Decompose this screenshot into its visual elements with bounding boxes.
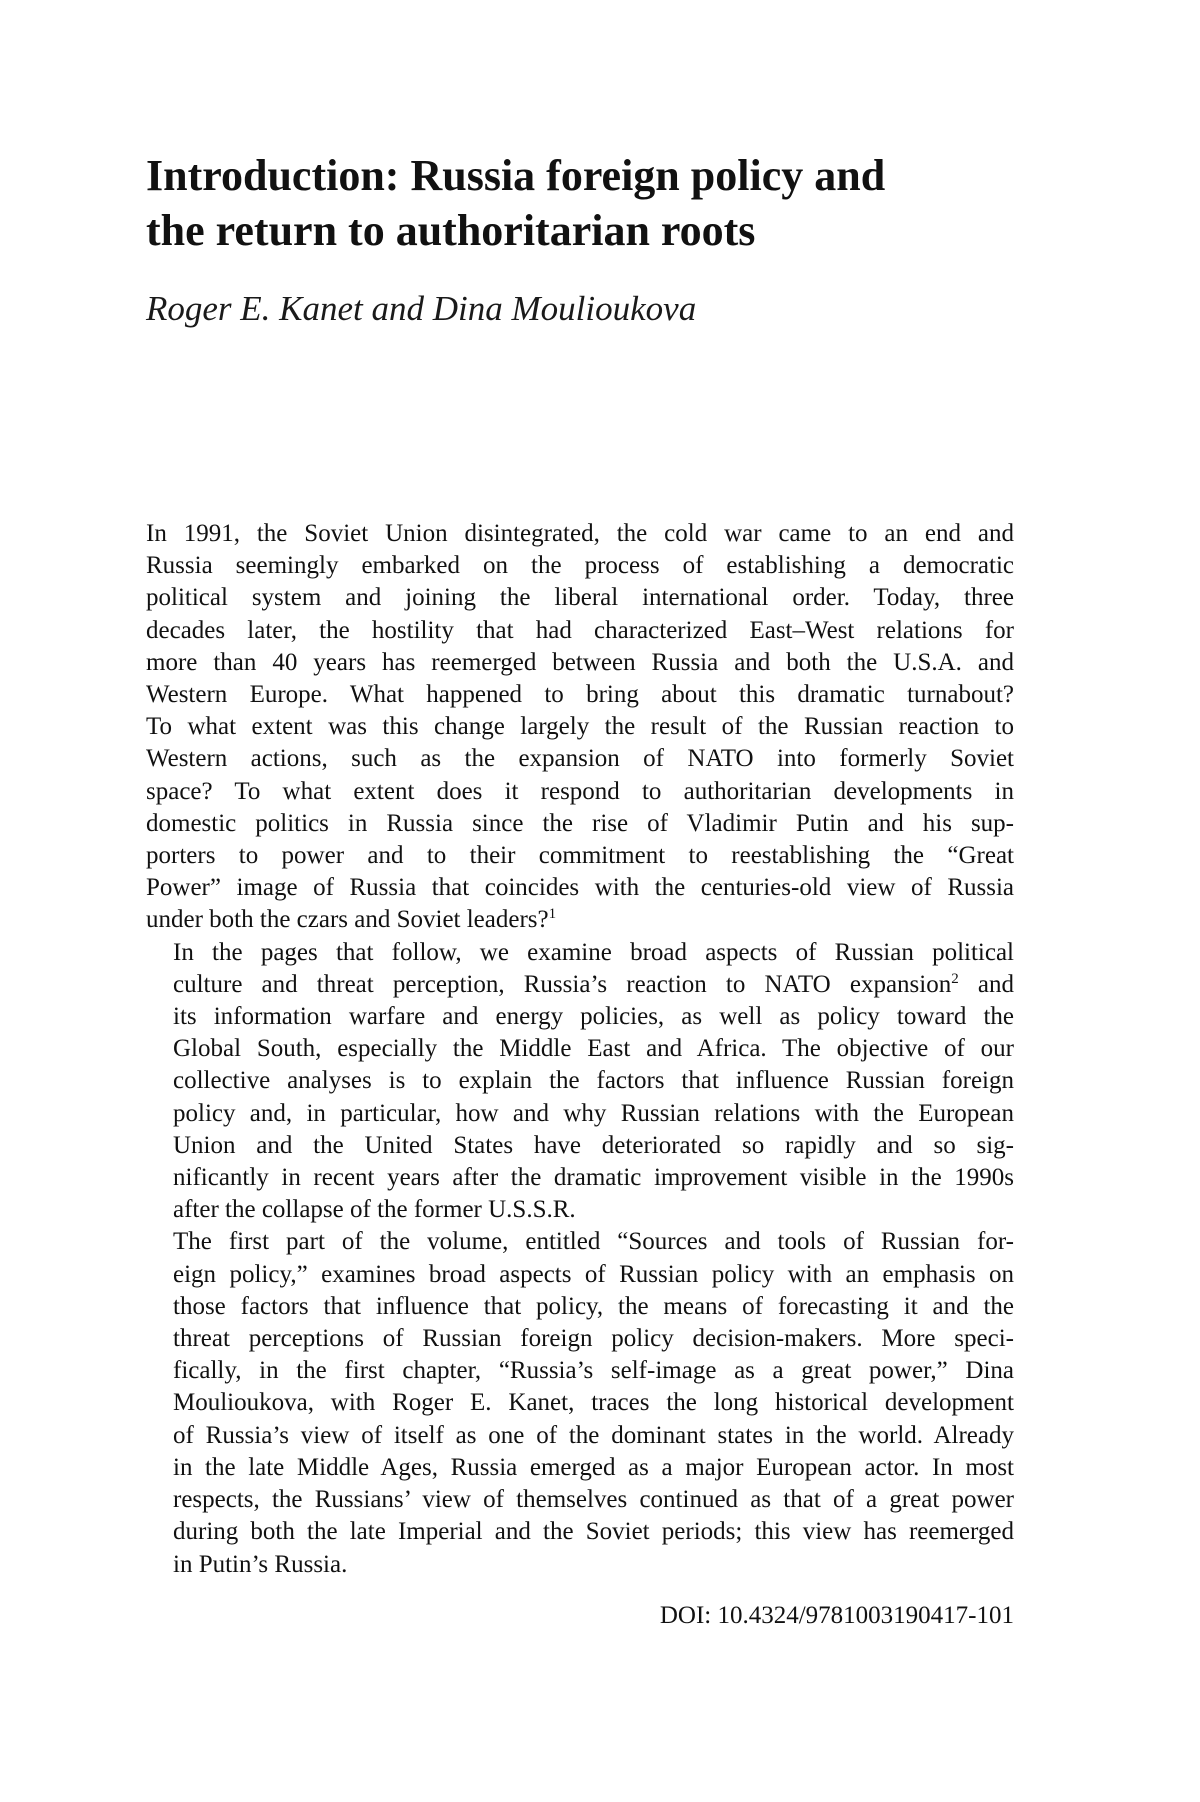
text-line: porters to power and to their commitment to reestablishing the “Great [146, 842, 1014, 870]
chapter-authors: Roger E. Kanet and Dina Moulioukova [146, 289, 697, 328]
text-fragment: culture and threat perception, Russia’s reaction to NATO expansion [173, 970, 952, 998]
paragraph-2 [146, 937, 1014, 1227]
text-line: domestic politics in Russia since the rise of Vladimir Putin and his sup- [146, 809, 1014, 837]
text-line: To what extent was this change largely the result of the Russian reaction to [146, 713, 1014, 741]
text-line: Union and the United States have deteriorated so rapidly and so sig- [173, 1131, 1014, 1159]
text-line: in Putin’s Russia. [173, 1550, 348, 1578]
text-line [146, 904, 1014, 936]
text-line: collective analyses is to explain the factors that influence Russian foreign [173, 1067, 1014, 1095]
text-line: after the collapse of the former U.S.S.R. [173, 1196, 576, 1224]
text-line: decades later, the hostility that had characterized East–West relations for [146, 616, 1014, 644]
chapter-title [146, 148, 1014, 258]
text-line: its information warfare and energy policies, as well as policy toward the [173, 1003, 1014, 1031]
text-line: Moulioukova, with Roger E. Kanet, traces the long historical development [173, 1389, 1014, 1417]
text-line: Western actions, such as the expansion of NATO into formerly Soviet [146, 745, 1014, 773]
text-line: during both the late Imperial and the Soviet periods; this view has reemerged [173, 1518, 1014, 1546]
text-fragment: and [958, 970, 1014, 998]
text-line [146, 969, 1014, 1001]
body-text [146, 518, 1014, 1581]
text-line: space? To what extent does it respond to authoritarian developments in [146, 777, 1014, 805]
footnote-ref-2[interactable]: 2 [951, 970, 959, 987]
text-line: of Russia’s view of itself as one of the dominant states in the world. Already [173, 1421, 1014, 1449]
text-line: Western Europe. What happened to bring about this dramatic turnabout? [146, 681, 1014, 709]
text-line: policy and, in particular, how and why Russian relations with the European [173, 1099, 1014, 1127]
paragraph-1 [146, 518, 1014, 937]
text-line: in the late Middle Ages, Russia emerged as a major European actor. In most [173, 1453, 1014, 1481]
text-line: fically, in the first chapter, “Russia’s self-image as a great power,” Dina [173, 1357, 1014, 1385]
text-line: Russia seemingly embarked on the process of establishing a democratic [146, 552, 1014, 580]
text-line: respects, the Russians’ view of themselves continued as that of a great power [173, 1486, 1014, 1514]
text-line: more than 40 years has reemerged between Russia and both the U.S.A. and [146, 648, 1014, 676]
text-line: nificantly in recent years after the dramatic improvement visible in the 1990s [173, 1164, 1014, 1192]
text-line: eign policy,” examines broad aspects of Russian policy with an emphasis on [173, 1260, 1014, 1288]
chapter-title-line: the return to authoritarian roots [146, 206, 756, 255]
text-line: The first part of the volume, entitled “Sources and tools of Russian for- [173, 1228, 1014, 1256]
text-line: political system and joining the liberal international order. Today, three [146, 584, 1014, 612]
text-line: Global South, especially the Middle East and Africa. The objective of our [173, 1035, 1014, 1063]
chapter-title-line: Introduction: Russia foreign policy and [146, 151, 886, 200]
text-line: Power” image of Russia that coincides with the centuries-old view of Russia [146, 874, 1014, 902]
text-fragment: under both the czars and Soviet leaders? [146, 906, 549, 934]
footnote-ref-1[interactable]: 1 [548, 906, 557, 923]
text-line: In 1991, the Soviet Union disintegrated, the cold war came to an end and [146, 520, 1014, 547]
text-line: those factors that influence that policy, the means of forecasting it and the [173, 1292, 1014, 1320]
doi-reference: DOI: 10.4324/9781003190417-101 [659, 1602, 1014, 1629]
text-line: threat perceptions of Russian foreign policy decision-makers. More speci- [173, 1325, 1014, 1353]
paragraph-3 [146, 1226, 1014, 1580]
text-line: In the pages that follow, we examine broad aspects of Russian political [173, 938, 1014, 966]
